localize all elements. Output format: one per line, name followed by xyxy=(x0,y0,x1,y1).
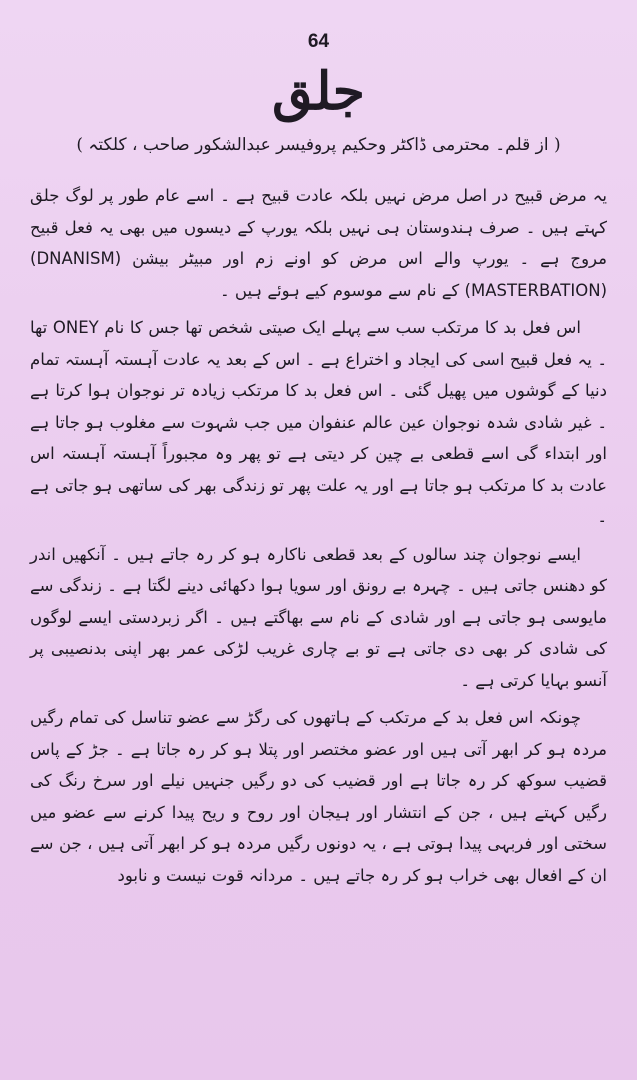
page-number: 64 xyxy=(307,31,330,52)
author-byline: ( از قلم۔ محترمی ڈاکٹر وحکیم پروفیسر عبدالشکور صاحب ، کلکتہ ) xyxy=(76,135,561,155)
paragraph: یہ مرض قبیح در اصل مرض نہیں بلکہ عادت قبیح ہے ۔ اسے عام طور پر لوگ جلق کہتے ہیں ۔ صرف ہندوستان ہی نہیں بلکہ یورپ کے دیسوں میں بھی یہ فعل قبیح مروج ہے ۔ یورپ والے اس مرض کو اونے زم اور مبیٹر بیشن (DNANISM) (MASTERBATION) کے نام سے موسوم کیے ہوئے ہیں ۔ xyxy=(30,186,607,300)
paragraph: اس فعل بد کا مرتکب سب سے پہلے ایک صیتی شخص تھا جس کا نام ONEY تھا ۔ یہ فعل قبیح اسی کی ایجاد و اختراع ہے ۔ اس کے بعد یہ عادت آہستہ آہستہ تمام دنیا کے گوشوں میں پھیل گئی ۔ اس فعل بد کا مرتکب زیادہ تر نوجوان ہوا کرتا ہے ۔ غیر شادی شدہ نوجوان عین عالم عنفوان میں جب شہوت سے مغلوب ہو جاتا ہے اور ابتداء گی اسے قطعی بے چین کر دیتی ہے تو پھر وہ مجبوراً آہستہ آہستہ اس عادت بد کا مرتکب ہو جاتا ہے اور یہ علت پھر تو زندگی بھر کی ساتھی ہو جاتی ہے ۔ xyxy=(30,318,607,526)
article-body xyxy=(30,180,607,891)
article-title: جلق xyxy=(272,61,365,122)
paragraph: چونکہ اس فعل بد کے مرتکب کے ہاتھوں کی رگڑ سے عضو تناسل کی تمام رگیں مردہ ہو کر ابھر آتی ہیں اور عضو مختصر اور پتلا ہو کر رہ جاتا ہے ۔ جڑ کے پاس قضیب سوکھ کر رہ جاتا ہے اور قضیب کی دو رگیں جنہیں نیلے اور سرخ رنگ کی رگیں کہتے ہیں ، جن کے انتشار اور ہیجان اور روح و ریح پیدا کرنے سے عضو میں سختی اور فربہی پیدا ہوتی ہے ، یہ دونوں رگیں مردہ ہو کر ابھر آتی ہیں ، جن سے ان کے افعال بھی خراب ہو کر رہ جاتے ہیں ۔ مردانہ قوت نیست و نابود xyxy=(30,708,607,885)
paragraph: ایسے نوجوان چند سالوں کے بعد قطعی ناکارہ ہو کر رہ جاتے ہیں ۔ آنکھیں اندر کو دھنس جاتی ہیں ۔ چہرہ بے رونق اور سویا ہوا دکھائی دینے لگتا ہے ۔ زندگی سے مایوسی ہو جاتی ہے اور شادی کے نام سے بھاگتے ہیں ۔ اگر زبردستی ایسے لوگوں کی شادی کر بھی دی جاتی ہے تو بے چاری غریب لڑکی عمر بھر اپنی بدنصیبی پر آنسو بہایا کرتی ہے ۔ xyxy=(30,544,607,690)
